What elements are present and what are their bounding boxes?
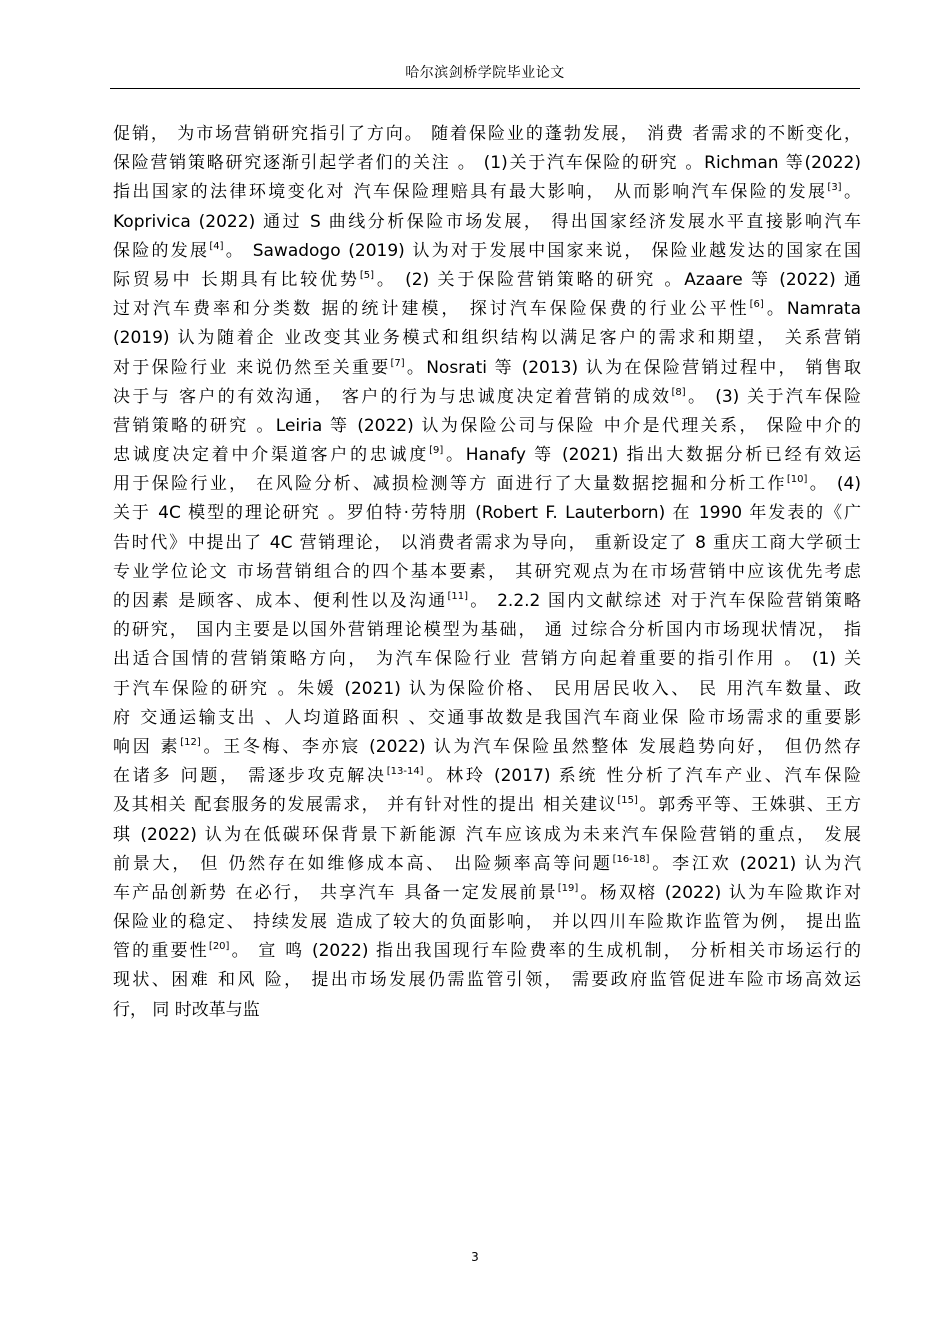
text-run: 决于与 客户的有效沟通， 客户的行为与忠诚度决定着营销的成效 (113, 386, 672, 407)
text-run: 。王冬梅、李亦宸 (2022) 认为汽车保险虽然整体 发展趋势向好， 但仍然存 (200, 736, 861, 757)
text-run: 营销策略的研究 。Leiria 等 (2022) 认为保险公司与保险 中介是代理关系， 保险中介的 (113, 415, 861, 436)
citation-superscript: [19] (557, 882, 579, 894)
text-run: 。 Sawadogo (2019) 认为对于发展中国家来说， 保险业越发达的国家在国 (223, 240, 861, 261)
citation-superscript: [8] (671, 386, 686, 398)
text-line (113, 470, 861, 499)
text-line (113, 441, 861, 470)
citation-superscript: [5] (359, 269, 375, 281)
citation-superscript: [6] (749, 299, 764, 311)
text-run: 琪 (2022) 认为在低碳环保背景下新能源 汽车应该成为未来汽车保险营销的重点， 发展 (113, 824, 861, 845)
text-run: 。郭秀平等、王姝骐、王方 (637, 795, 862, 816)
text-run: 的研究， 国内主要是以国外营销理论模型为基础， 通 过综合分析国内市场现状情况， 指 (113, 620, 861, 641)
text-line (113, 383, 861, 412)
citation-superscript: [15] (617, 795, 638, 807)
body-paragraph (113, 120, 861, 1025)
text-line (113, 558, 861, 587)
text-run: Koprivica (2022) 通过 S 曲线分析保险市场发展， 得出国家经济发展水平直接影响汽车 (113, 211, 861, 232)
text-run: 前景大， 但 仍然存在如维修成本高、 出险频率高等问题 (113, 853, 613, 874)
text-run: 响因 素 (113, 736, 181, 757)
text-line (113, 937, 861, 966)
text-run: 促销， 为市场营销研究指引了方向。 随着保险业的蓬勃发展， 消费 者需求的不断变化， (113, 124, 861, 144)
text-run: (2019) 认为随着企 业改变其业务模式和组织结构以满足客户的需求和期望， 关系营销 (113, 328, 861, 349)
text-run: 。 2.2.2 国内文献综述 对于汽车保险营销策略 (468, 591, 862, 611)
text-run: 。 (841, 182, 862, 203)
text-run: 关于 4C 模型的理论研究 。罗伯特·劳特朋 (Robert F. Lauterborn) 在 1990 年发表的《广 (113, 503, 861, 524)
citation-superscript: [20] (208, 941, 230, 953)
citation-superscript: [7] (390, 357, 405, 369)
text-run: 保险营销策略研究逐渐引起学者们的关注 。 (1)关于汽车保险的研究 。Richman 等(2022) (113, 153, 861, 174)
text-run: 及其相关 配套服务的发展需求， 并有针对性的提出 相关建议 (113, 795, 618, 816)
header-divider (110, 88, 860, 89)
text-line (113, 762, 861, 791)
text-run: 行， 同 时改革与监 (113, 999, 260, 1020)
text-run: 对于保险行业 来说仍然至关重要 (113, 357, 391, 378)
text-line (113, 237, 861, 266)
text-line (113, 529, 861, 558)
text-run: 车产品创新势 在必行， 共享汽车 具备一定发展前景 (113, 882, 558, 903)
text-run: 保险的发展 (113, 240, 210, 261)
text-run: 。 (3) 关于汽车保险 (685, 386, 862, 407)
text-line (113, 324, 861, 353)
text-run: 专业学位论文 市场营销组合的四个基本要素， 其研究观点为在市场营销中应该优先考虑 (113, 561, 861, 582)
text-line (113, 704, 861, 733)
text-line (113, 587, 861, 616)
text-line (113, 733, 861, 762)
text-line (113, 996, 861, 1025)
text-run: 管的重要性 (113, 941, 209, 962)
text-line (113, 821, 861, 850)
text-run: 。 (4) (807, 474, 861, 495)
text-run: 。李江欢 (2021) 认为汽 (649, 853, 861, 874)
text-run: 用于保险行业， 在风险分析、减损检测等方 面进行了大量数据挖掘和分析工作 (113, 474, 787, 495)
text-run: 忠诚度决定着中介渠道客户的忠诚度 (113, 445, 430, 466)
text-line (113, 645, 861, 674)
text-run: 。林玲 (2017) 系统 性分析了汽车产业、汽车保险 (423, 766, 861, 787)
text-line (113, 208, 861, 237)
text-run: 在诸多 问题， 需逐步攻克解决 (113, 766, 387, 787)
text-line (113, 295, 861, 324)
text-line (113, 616, 861, 645)
text-run: 。Namrata (763, 299, 862, 320)
text-run: 现状、困难 和风 险， 提出市场发展仍需监管引领， 需要政府监管促进车险市场高效运 (113, 970, 861, 991)
citation-superscript: [3] (827, 182, 842, 194)
text-line (113, 499, 861, 528)
text-line (113, 178, 861, 207)
text-run: 告时代》中提出了 4C 营销理论， 以消费者需求为导向， 重新设定了 8 重庆工商大学硕士 (113, 532, 861, 553)
text-line (113, 266, 861, 295)
page-number: 3 (471, 1250, 479, 1264)
text-line (113, 675, 861, 704)
text-run: 。杨双榕 (2022) 认为车险欺诈对 (578, 882, 861, 903)
text-line (113, 354, 861, 383)
citation-superscript: [10] (786, 474, 808, 486)
text-run: 。Hanafy 等 (2021) 指出大数据分析已经有效运 (443, 445, 861, 466)
text-run: 的因素 是顾客、成本、便利性以及沟通 (113, 591, 448, 611)
citation-superscript: [12] (180, 736, 201, 748)
text-run: 。 (2) 关于保险营销策略的研究 。Azaare 等 (2022) 通 (374, 269, 862, 290)
text-line (113, 149, 861, 178)
text-line (113, 791, 861, 820)
text-line (113, 879, 861, 908)
text-run: 过对汽车费率和分类数 据的统计建模， 探讨汽车保险保费的行业公平性 (113, 299, 750, 320)
text-run: 府 交通运输支出 、人均道路面积 、交通事故数是我国汽车商业保 险市场需求的重要影 (113, 707, 861, 728)
text-run: 。 宣 鸣 (2022) 指出我国现行车险费率的生成机制， 分析相关市场运行的 (229, 941, 862, 962)
text-line (113, 850, 861, 879)
citation-superscript: [16-18] (612, 853, 650, 865)
text-run: 指出国家的法律环境变化对 汽车保险理赔具有最大影响， 从而影响汽车保险的发展 (113, 182, 828, 203)
text-run: 。Nosrati 等 (2013) 认为在保险营销过程中， 销售取 (404, 357, 861, 378)
text-line (113, 966, 861, 995)
text-line (113, 120, 861, 149)
text-run: 于汽车保险的研究 。朱媛 (2021) 认为保险价格、 民用居民收入、 民 用汽车数量、政 (113, 678, 861, 699)
text-run: 出适合国情的营销策略方向， 为汽车保险行业 营销方向起着重要的指引作用 。 (1) 关 (113, 649, 861, 670)
text-run: 保险业的稳定、 持续发展 造成了较大的负面影响， 并以四川车险欺诈监管为例， 提出监 (113, 912, 861, 933)
citation-superscript: [4] (209, 240, 224, 252)
citation-superscript: [9] (429, 445, 444, 457)
citation-superscript: [11] (447, 591, 469, 602)
running-header: 哈尔滨剑桥学院毕业论文 (405, 65, 565, 81)
text-line (113, 908, 861, 937)
text-run: 际贸易中 长期具有比较优势 (113, 269, 360, 290)
citation-superscript: [13-14] (386, 766, 424, 778)
text-line (113, 412, 861, 441)
